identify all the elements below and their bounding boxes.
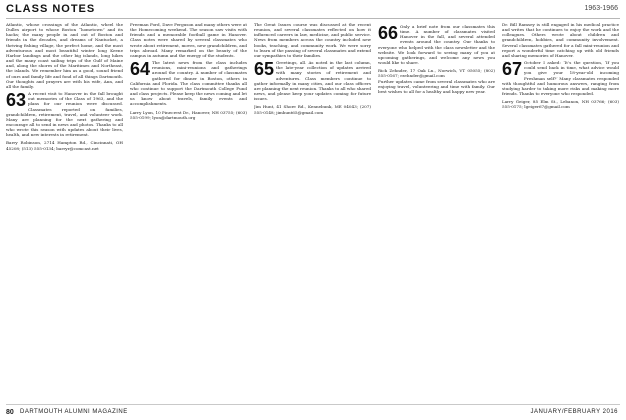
class-year-number: 67 bbox=[502, 59, 523, 80]
class-year-block bbox=[130, 60, 247, 120]
header-rule bbox=[6, 18, 620, 19]
section-title: CLASS NOTES bbox=[6, 3, 96, 15]
column-lead-text: Atlantic, whose crossings of the Atlantic, wheel the Dulles airport to whose Boston “hometown” and its hacks; the many people in and out of Boston and friends in the decades, and dreams of Nantucket, a thriving fishing village, the perfect home, and the most adventurous and most beautiful winter long Keene Harbor landings and the other big islands, long hikes and the many coast sailing trips of the Gulf of Maine and, along the shores of the Maritimes and Northeast, the islands. We remember him as a good, sound friend of ours and family life and fond of all things Dartmouth. Our thoughts and prayers are with his wife, Ann, and all the family. bbox=[6, 22, 123, 89]
class-year-text: A recent visit to Hanover in the fall brought out memories of the Class of 1963, and the plans for our reunion were discussed. Classmates reported on families, grandchildren, retirement, travel, and volunteer work. Many are planning for the next gathering and encourage all to send in news and photos. Thanks to all who wrote this season with updates about their lives, health, and new interests in retirement. bbox=[6, 91, 123, 138]
class-year-text: Greetings, all. As noted in the last column, the late-year collection of updates arrived with many stories of retirement and adventures. Class members continue to gather informally in many cities, and our class officers are planning the next reunion. Thanks to all who shared news, and please keep your updates coming for future issues. bbox=[254, 60, 371, 102]
page-header bbox=[0, 0, 626, 22]
class-year-block bbox=[378, 24, 495, 79]
class-year-text: Only a brief note from our classmates this time. A number of classmates visited Hanover in the fall, and several attended events around the country. Our thanks to everyone who helped with the class newsletter and the website. We look forward to seeing many of you at upcoming gatherings, and welcome any news you would like to share. bbox=[378, 24, 495, 66]
decades-label: 1963-1966 bbox=[584, 5, 618, 12]
column-lead-text: The Great Issues course was discussed at the recent reunion, and several classmates reflected on how it influenced careers in law, medicine, and public service. News from members across the country included new books, teaching, and community work. We were sorry to learn of the passing of several classmates and extend our sympathies to their families. bbox=[254, 22, 371, 58]
notes-column bbox=[378, 22, 495, 402]
class-year-number: 66 bbox=[378, 23, 399, 43]
class-year-block bbox=[254, 60, 371, 115]
class-year-block bbox=[6, 91, 123, 151]
column-lead-text: Dr. Bill Ramsey is still engaged in his medical practice and writes that he continues to enjoy the work and the colleagues. Others wrote about children and grandchildren, hobbies, and community involvement. Several classmates gathered for a fall mini-reunion and report a wonderful time catching up with old friends and sharing memories of Hanover. bbox=[502, 22, 619, 58]
page-number: 80 bbox=[6, 409, 14, 416]
notes-column bbox=[130, 22, 247, 402]
class-secretary-contact: Rick Zehnder, 17 Oak Ln., Norwich, VT 05055; (802) 555-0167; rzehnder@gmail.com bbox=[378, 68, 495, 79]
column-tail-text: Further updates came from several classmates who are enjoying travel, volunteering and time with family. Our best wishes to all for a healthy and happy new year. bbox=[378, 78, 495, 94]
class-year-number: 65 bbox=[254, 59, 275, 80]
notes-column bbox=[6, 22, 123, 402]
class-secretary-contact: Larry Geiger, 85 Elm St., Lebanon, NH 03766; (603) 555-0175; lgeiger67@gmail.com bbox=[502, 99, 619, 110]
notes-column bbox=[502, 22, 619, 402]
class-year-number: 63 bbox=[6, 90, 27, 111]
class-year-text: The latest news from the class includes reunions, mini-reunions and gatherings around the country. A number of classmates gathered for dinner in Boston, others in California and Florida. The class committee thanks all who continue to support the Dartmouth College Fund and class projects. Please keep the news coming and let us know about travels, family events and accomplishments. bbox=[130, 60, 247, 107]
notes-columns bbox=[6, 22, 620, 402]
notes-column bbox=[254, 22, 371, 402]
class-year-block bbox=[502, 60, 619, 109]
class-secretary-contact: Larry Lyon, 10 Pinecrest Dr., Hanover, NH 03755; (603) 555-0199; lyon@dartmouth.org bbox=[130, 109, 247, 120]
footer-rule bbox=[6, 404, 620, 405]
issue-date: JANUARY/FEBRUARY 2016 bbox=[530, 409, 618, 415]
class-year-number: 64 bbox=[130, 59, 151, 80]
class-year-text: October I asked: ‘It’s the question, ‘If you could send back in time, what advice would you give your 18-year-old incoming Freshman self?’ Many classmates responded with thoughtful and humorous answers, ranging from studying harder to taking more risks and making more friends. Thanks to everyone who responded. bbox=[502, 60, 619, 97]
page-footer bbox=[0, 404, 626, 420]
class-secretary-contact: Jim Hunt, 41 Shore Rd., Kennebunk, ME 04043; (207) 555-0148; jimhunt65@gmail.com bbox=[254, 104, 371, 115]
class-secretary-contact: Barry Robinson, 2714 Hampton Rd., Cincinnati, OH 45208; (513) 555-0134; barryr@comcast.net bbox=[6, 140, 123, 151]
column-lead-text: Freeman Ford, Dave Ferguson and many others were at the Homecoming weekend. The season saw visits with friends and a memorable football game in Hanover. Class notes were shared by several classmates who wrote about retirement, moves, new grandchildren, and trips abroad. Many remarked on the beauty of the campus in autumn and the energy of the students. bbox=[130, 22, 247, 58]
magazine-name: DARTMOUTH ALUMNI MAGAZINE bbox=[20, 409, 128, 415]
